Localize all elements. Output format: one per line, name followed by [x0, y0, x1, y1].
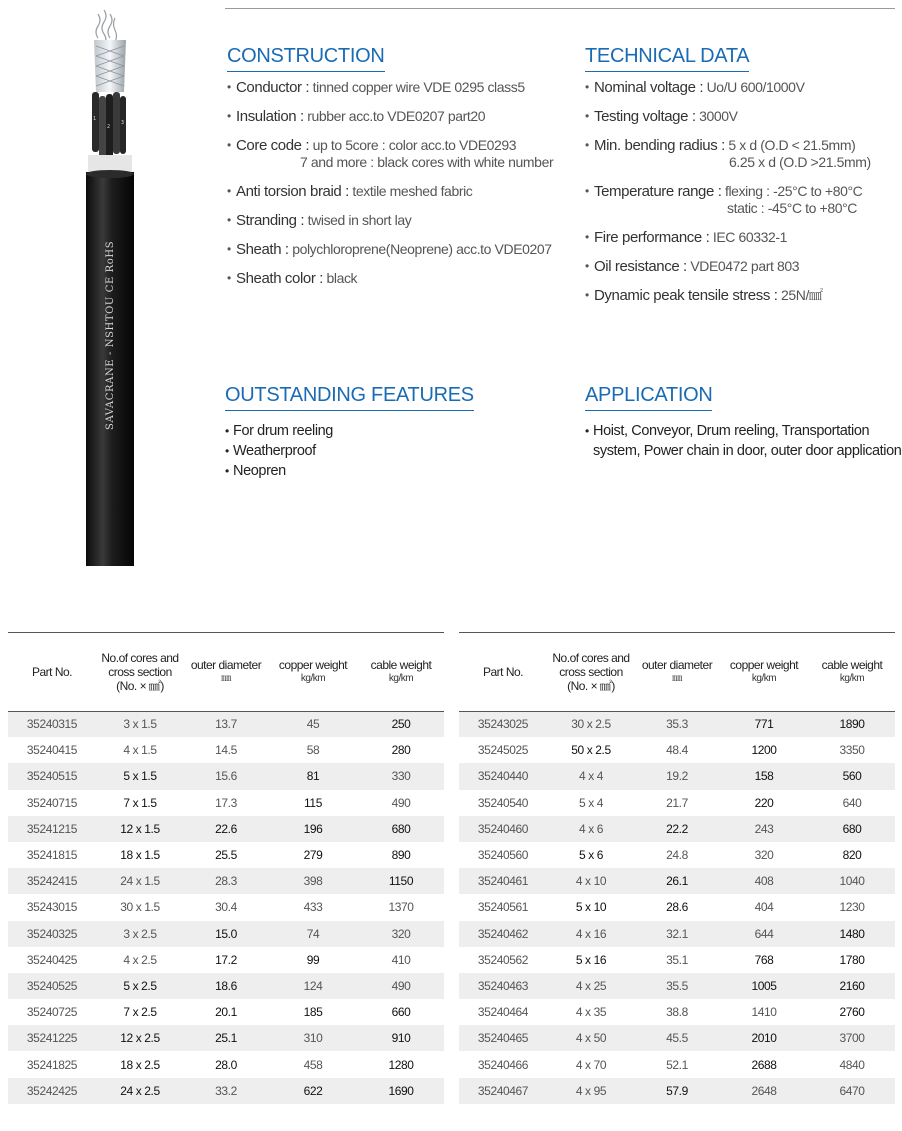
- cell-part-no: 35241225: [8, 1025, 96, 1051]
- table-row: [459, 868, 895, 894]
- cell-outer-diameter: 35.1: [666, 952, 688, 967]
- cell-part-no: 35240715: [26, 795, 78, 810]
- cell-outer-diameter: 15.0: [184, 921, 268, 947]
- cell-copper-weight: 279: [303, 848, 323, 863]
- table-row: [8, 1078, 444, 1104]
- cell-part-no: 35242425: [8, 1078, 96, 1104]
- construction-item: • Sheath color : black: [227, 270, 553, 287]
- cell-cable-weight: 4840: [839, 1057, 865, 1072]
- spec-table-left: [8, 632, 444, 1104]
- construction-item: • Sheath : polychloroprene(Neoprene) acc.to VDE0207: [227, 241, 553, 258]
- table-row: [459, 1078, 895, 1104]
- table-row: [8, 842, 444, 868]
- table-row: [459, 999, 895, 1025]
- cell-outer-diameter: 48.4: [666, 743, 688, 758]
- cell-copper-weight: 115: [304, 795, 322, 810]
- cell-cores: 5 x 4: [578, 795, 604, 810]
- top-divider: [225, 8, 895, 9]
- cell-part-no: 35240461: [459, 868, 547, 894]
- table-row: [8, 1051, 444, 1077]
- cell-outer-diameter: 19.2: [635, 763, 719, 789]
- application-section: [585, 384, 901, 461]
- technical-item: • Nominal voltage : Uo/U 600/1000V: [585, 79, 871, 96]
- technical-item: • Testing voltage : 3000V: [585, 108, 871, 125]
- cell-cable-weight: 410: [391, 952, 411, 967]
- table-row: [8, 894, 444, 920]
- construction-item: • Conductor : tinned copper wire VDE 0295 class5: [227, 79, 553, 96]
- table-row: [459, 711, 895, 737]
- cell-part-no: 35241825: [26, 1057, 78, 1072]
- cell-copper-weight: 220: [754, 795, 774, 810]
- construction-item: • Insulation : rubber acc.to VDE0207 part20: [227, 108, 553, 125]
- cell-part-no: 35240466: [477, 1057, 529, 1072]
- cell-copper-weight: 771: [719, 711, 809, 737]
- cell-outer-diameter: 30.4: [215, 900, 237, 915]
- cell-cores: 5 x 2.5: [96, 973, 184, 999]
- cell-cable-weight: 890: [391, 848, 411, 863]
- cell-copper-weight: 81: [268, 763, 358, 789]
- cell-cable-weight: 1150: [358, 868, 444, 894]
- technical-section: [585, 45, 871, 316]
- cell-outer-diameter: 24.8: [666, 848, 688, 863]
- table-row: [8, 790, 444, 816]
- table-row: [8, 921, 444, 947]
- table-row: [459, 947, 895, 973]
- cell-part-no: 35240561: [477, 900, 529, 915]
- cell-outer-diameter: 22.2: [635, 816, 719, 842]
- technical-item: • Min. bending radius : 5 x d (O.D < 21.5mm) 6.25 x d (O.D >21.5mm): [585, 137, 871, 171]
- feature-item: • For drum reeling: [225, 421, 474, 441]
- cell-copper-weight: 398: [268, 868, 358, 894]
- technical-list: [585, 79, 871, 304]
- cell-copper-weight: 243: [719, 816, 809, 842]
- cell-cores: 12 x 2.5: [96, 1025, 184, 1051]
- cell-cable-weight: 3700: [809, 1025, 895, 1051]
- cell-copper-weight: 644: [719, 921, 809, 947]
- cell-part-no: 35240463: [459, 973, 547, 999]
- cell-cable-weight: 680: [358, 816, 444, 842]
- cell-copper-weight: 196: [268, 816, 358, 842]
- features-section: [225, 384, 474, 481]
- header-cores: No.of cores and cross section (No. × ㎟): [96, 633, 184, 711]
- cell-cores: 4 x 10: [547, 868, 635, 894]
- cell-cores: 18 x 1.5: [120, 848, 160, 863]
- cell-cable-weight: 280: [391, 743, 411, 758]
- cell-outer-diameter: 32.1: [635, 921, 719, 947]
- cell-cable-weight: 330: [358, 763, 444, 789]
- table-row: [459, 1051, 895, 1077]
- cell-cores: 24 x 1.5: [96, 868, 184, 894]
- table-row: [459, 921, 895, 947]
- table-row: [459, 894, 895, 920]
- table-row: [459, 973, 895, 999]
- cell-cores: 7 x 2.5: [123, 1005, 157, 1020]
- cell-cores: 18 x 2.5: [120, 1057, 160, 1072]
- table-row: [8, 868, 444, 894]
- header-copper-weight: copper weight kg/km: [719, 633, 809, 711]
- cell-copper-weight: 320: [754, 848, 774, 863]
- technical-item: • Fire performance : IEC 60332-1: [585, 229, 871, 246]
- cell-cores: 4 x 2.5: [123, 952, 157, 967]
- table-row: [459, 842, 895, 868]
- svg-text:1: 1: [93, 116, 97, 122]
- cell-cable-weight: 680: [809, 816, 895, 842]
- header-outer-diameter: outer diameter ㎜: [184, 633, 268, 711]
- cell-copper-weight: 404: [754, 900, 774, 915]
- table-row: [8, 737, 444, 763]
- cell-part-no: 35240540: [477, 795, 529, 810]
- cell-cores: 5 x 6: [578, 848, 604, 863]
- cell-cable-weight: 250: [358, 711, 444, 737]
- header-cable-weight: cable weight kg/km: [809, 633, 895, 711]
- application-title: APPLICATION: [585, 384, 712, 411]
- table-row: [459, 1025, 895, 1051]
- technical-item: • Dynamic peak tensile stress : 25N/㎟: [585, 287, 871, 304]
- cell-cable-weight: 6470: [809, 1078, 895, 1104]
- table-row: [459, 816, 895, 842]
- cell-part-no: 35240462: [459, 921, 547, 947]
- table-row: [8, 816, 444, 842]
- construction-item: • Anti torsion braid : textile meshed fabric: [227, 183, 553, 200]
- cell-cores: 30 x 1.5: [120, 900, 160, 915]
- cell-cores: 3 x 2.5: [96, 921, 184, 947]
- construction-item: • Core code : up to 5core : color acc.to VDE0293 7 and more : black cores with white number: [227, 137, 553, 171]
- cell-part-no: 35243025: [459, 711, 547, 737]
- cell-outer-diameter: 38.8: [666, 1005, 688, 1020]
- cell-part-no: 35243015: [26, 900, 78, 915]
- cell-outer-diameter: 45.5: [635, 1025, 719, 1051]
- cell-cable-weight: 1890: [809, 711, 895, 737]
- cable-illustration: [80, 0, 140, 566]
- header-cable-weight: cable weight kg/km: [358, 633, 444, 711]
- features-title: OUTSTANDING FEATURES: [225, 384, 474, 411]
- feature-item: • Weatherproof: [225, 441, 474, 461]
- table-row: [8, 711, 444, 737]
- cell-part-no: 35240460: [459, 816, 547, 842]
- cell-cores: 4 x 50: [547, 1025, 635, 1051]
- cell-outer-diameter: 22.6: [184, 816, 268, 842]
- cell-outer-diameter: 35.5: [635, 973, 719, 999]
- cell-outer-diameter: 33.2: [184, 1078, 268, 1104]
- cell-cable-weight: 2760: [839, 1005, 865, 1020]
- cell-copper-weight: 768: [754, 952, 774, 967]
- cell-part-no: 35245025: [477, 743, 529, 758]
- cell-cores: 12 x 1.5: [96, 816, 184, 842]
- cell-copper-weight: 458: [303, 1057, 323, 1072]
- cell-cores: 24 x 2.5: [96, 1078, 184, 1104]
- cell-part-no: 35240562: [477, 952, 529, 967]
- cell-part-no: 35241215: [8, 816, 96, 842]
- application-item: • Hoist, Conveyor, Drum reeling, Transportation system, Power chain in door, outer door application: [585, 421, 901, 461]
- cell-part-no: 35240560: [477, 848, 529, 863]
- cell-cable-weight: 1480: [809, 921, 895, 947]
- cell-cores: 4 x 70: [575, 1057, 607, 1072]
- cell-cores: 30 x 2.5: [547, 711, 635, 737]
- cell-cores: 4 x 25: [547, 973, 635, 999]
- cell-outer-diameter: 28.0: [215, 1057, 237, 1072]
- cell-part-no: 35240465: [459, 1025, 547, 1051]
- table-row: [8, 947, 444, 973]
- cell-cable-weight: 2160: [809, 973, 895, 999]
- table-row: [8, 999, 444, 1025]
- header-copper-weight: copper weight kg/km: [268, 633, 358, 711]
- spec-table-right: [459, 632, 895, 1104]
- cell-part-no: 35240315: [8, 711, 96, 737]
- cable-marking-text: SAVACRANE - NSHTOU CE RoHS: [105, 240, 116, 430]
- cell-outer-diameter: 26.1: [635, 868, 719, 894]
- cell-cores: 7 x 1.5: [123, 795, 157, 810]
- cell-copper-weight: 58: [306, 743, 320, 758]
- cell-copper-weight: 622: [268, 1078, 358, 1104]
- cell-cores: 4 x 95: [547, 1078, 635, 1104]
- cell-copper-weight: 1005: [719, 973, 809, 999]
- table-row: [8, 763, 444, 789]
- cell-cores: 5 x 16: [575, 952, 607, 967]
- cell-outer-diameter: 35.3: [635, 711, 719, 737]
- cell-copper-weight: 1200: [751, 743, 777, 758]
- cell-part-no: 35240515: [8, 763, 96, 789]
- features-list: [225, 421, 474, 481]
- cell-copper-weight: 310: [268, 1025, 358, 1051]
- construction-section: [227, 45, 553, 299]
- header-cores: No.of cores and cross section (No. × ㎟): [547, 633, 635, 711]
- cell-outer-diameter: 20.1: [215, 1005, 237, 1020]
- cell-part-no: 35240467: [459, 1078, 547, 1104]
- cell-cable-weight: 490: [358, 973, 444, 999]
- cell-copper-weight: 124: [268, 973, 358, 999]
- cell-outer-diameter: 25.1: [184, 1025, 268, 1051]
- svg-text:3: 3: [121, 120, 125, 126]
- cell-copper-weight: 74: [268, 921, 358, 947]
- cell-copper-weight: 158: [719, 763, 809, 789]
- cell-outer-diameter: 18.6: [184, 973, 268, 999]
- cell-cable-weight: 1230: [839, 900, 865, 915]
- table-row: [459, 790, 895, 816]
- table-header-row: [8, 633, 444, 711]
- cell-outer-diameter: 57.9: [635, 1078, 719, 1104]
- cell-copper-weight: 45: [268, 711, 358, 737]
- cell-part-no: 35240325: [8, 921, 96, 947]
- cell-part-no: 35242415: [8, 868, 96, 894]
- cell-cable-weight: 1690: [358, 1078, 444, 1104]
- table-row: [459, 763, 895, 789]
- cell-cable-weight: 640: [842, 795, 862, 810]
- table-row: [459, 737, 895, 763]
- svg-text:2: 2: [107, 124, 111, 130]
- construction-item: • Stranding : twised in short lay: [227, 212, 553, 229]
- cell-part-no: 35240440: [459, 763, 547, 789]
- cell-cable-weight: 490: [391, 795, 411, 810]
- cell-outer-diameter: 13.7: [184, 711, 268, 737]
- table-row: [8, 973, 444, 999]
- cell-part-no: 35241815: [26, 848, 78, 863]
- cell-outer-diameter: 17.3: [215, 795, 237, 810]
- cell-cores: 4 x 35: [575, 1005, 607, 1020]
- cell-cores: 4 x 6: [547, 816, 635, 842]
- construction-title: CONSTRUCTION: [227, 45, 385, 72]
- cell-part-no: 35240525: [8, 973, 96, 999]
- cell-cores: 5 x 1.5: [96, 763, 184, 789]
- application-list: [585, 421, 901, 461]
- cell-outer-diameter: 21.7: [666, 795, 688, 810]
- cell-cable-weight: 1370: [388, 900, 414, 915]
- cell-part-no: 35240464: [477, 1005, 529, 1020]
- cell-cores: 4 x 1.5: [123, 743, 157, 758]
- cell-copper-weight: 99: [306, 952, 320, 967]
- cell-cores: 50 x 2.5: [571, 743, 611, 758]
- cell-cores: 3 x 1.5: [96, 711, 184, 737]
- table-row: [8, 1025, 444, 1051]
- cell-outer-diameter: 14.5: [215, 743, 237, 758]
- cell-outer-diameter: 28.3: [184, 868, 268, 894]
- cell-copper-weight: 2648: [719, 1078, 809, 1104]
- cell-part-no: 35240425: [26, 952, 78, 967]
- cable-image: [80, 0, 140, 566]
- header-part-no: Part No.: [459, 633, 547, 711]
- cell-cable-weight: 320: [358, 921, 444, 947]
- cell-outer-diameter: 15.6: [184, 763, 268, 789]
- cell-part-no: 35240725: [26, 1005, 78, 1020]
- construction-list: [227, 79, 553, 287]
- cell-cable-weight: 1780: [839, 952, 865, 967]
- cell-copper-weight: 2688: [751, 1057, 777, 1072]
- cell-cable-weight: 820: [842, 848, 862, 863]
- technical-item: • Oil resistance : VDE0472 part 803: [585, 258, 871, 275]
- technical-title: TECHNICAL DATA: [585, 45, 749, 72]
- cell-cable-weight: 660: [391, 1005, 411, 1020]
- cell-outer-diameter: 25.5: [215, 848, 237, 863]
- cell-copper-weight: 2010: [719, 1025, 809, 1051]
- cell-copper-weight: 1410: [751, 1005, 777, 1020]
- cell-copper-weight: 433: [303, 900, 323, 915]
- technical-item: • Temperature range : flexing : -25°C to +80°C static : -45°C to +80°C: [585, 183, 871, 217]
- header-outer-diameter: outer diameter ㎜: [635, 633, 719, 711]
- cell-copper-weight: 408: [719, 868, 809, 894]
- cell-copper-weight: 185: [303, 1005, 323, 1020]
- cell-cable-weight: 910: [358, 1025, 444, 1051]
- cell-cable-weight: 1040: [809, 868, 895, 894]
- cell-cores: 5 x 10: [575, 900, 607, 915]
- cell-outer-diameter: 28.6: [666, 900, 688, 915]
- cell-cable-weight: 3350: [839, 743, 865, 758]
- cell-cores: 4 x 16: [547, 921, 635, 947]
- cell-outer-diameter: 52.1: [666, 1057, 688, 1072]
- cell-part-no: 35240415: [26, 743, 78, 758]
- cell-cores: 4 x 4: [547, 763, 635, 789]
- cell-cable-weight: 560: [809, 763, 895, 789]
- header-part-no: Part No.: [8, 633, 96, 711]
- feature-item: • Neopren: [225, 461, 474, 481]
- table-header-row: [459, 633, 895, 711]
- cell-outer-diameter: 17.2: [215, 952, 237, 967]
- cell-cable-weight: 1280: [388, 1057, 414, 1072]
